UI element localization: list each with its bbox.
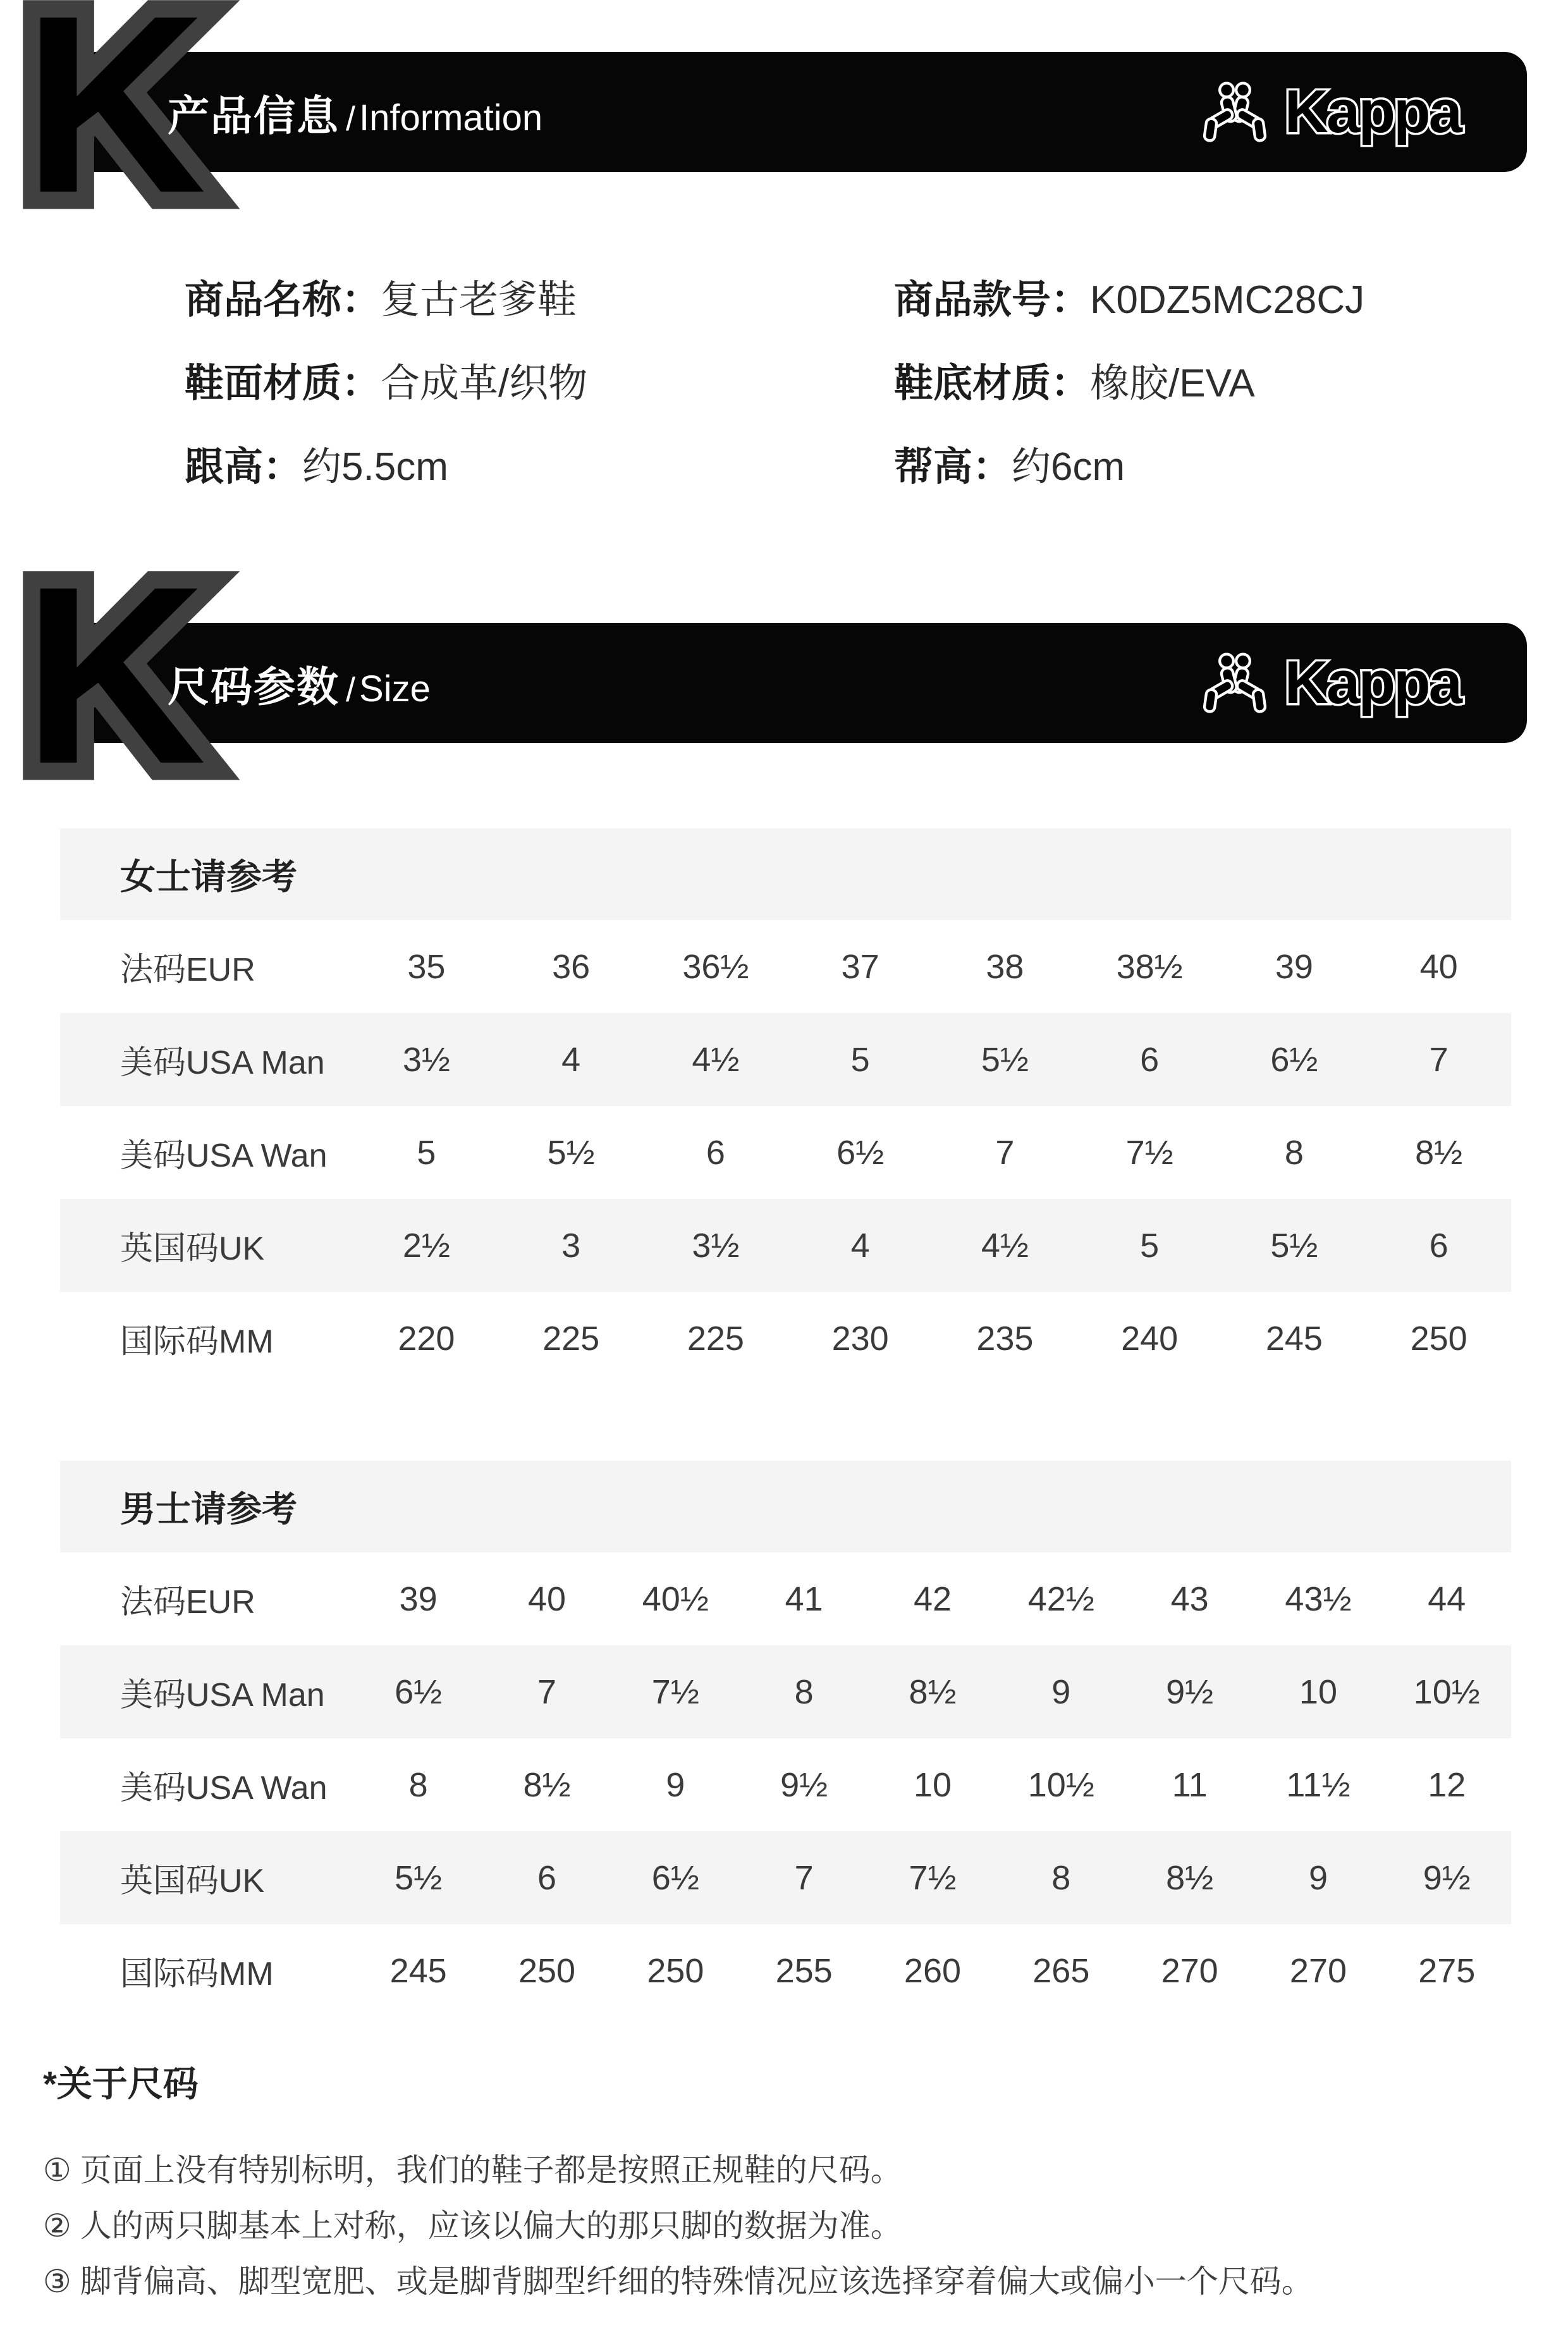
row-values (354, 1951, 1511, 1991)
size-cell: 9 (1308, 1858, 1328, 1897)
size-cell: 250 (1410, 1319, 1467, 1358)
size-cell: 6 (537, 1858, 557, 1897)
kappa-k-badge-icon: K (23, 0, 206, 245)
row-values (354, 1133, 1511, 1172)
size-cell: 5 (1140, 1226, 1160, 1265)
size-cell: 9½ (1166, 1672, 1214, 1711)
size-cell: 7½ (1125, 1133, 1173, 1172)
size-cell: 8½ (523, 1765, 571, 1804)
info-field-value: K0DZ5MC28CJ (1090, 278, 1365, 322)
size-section-title-en: Size (359, 668, 431, 709)
info-field-value: 合成革/织物 (381, 362, 588, 405)
kappa-k-badge-icon: K (23, 534, 206, 816)
table-title: 男士请参考 (120, 1488, 297, 1529)
row-values (354, 1319, 1511, 1358)
info-field-label: 鞋面材质： (185, 362, 381, 405)
size-cell: 275 (1418, 1951, 1476, 1990)
info-field (894, 363, 1449, 405)
size-cell: 11½ (1286, 1765, 1351, 1804)
info-field-label: 商品名称： (185, 278, 381, 322)
size-cell: 8 (408, 1765, 428, 1804)
kappa-logo (1194, 650, 1461, 716)
kappa-omini-icon (1194, 79, 1276, 145)
info-field-label: 帮高： (894, 445, 1012, 489)
row-values (354, 1672, 1511, 1712)
table-row (60, 1106, 1511, 1199)
kappa-logo (1194, 79, 1461, 145)
size-cell: 39 (399, 1580, 438, 1618)
table-row (60, 920, 1511, 1013)
size-cell: 8 (1284, 1133, 1304, 1172)
size-cell: 235 (976, 1319, 1034, 1358)
row-label: 美码USA Wan (120, 1770, 328, 1807)
size-cell: 9 (666, 1765, 685, 1804)
info-field-label: 鞋底材质： (894, 362, 1091, 405)
size-cell: 40½ (642, 1580, 709, 1618)
row-label: 法码EUR (120, 952, 255, 988)
size-cell: 10 (913, 1765, 952, 1804)
notes-title: *关于尺码 (43, 2064, 199, 2104)
size-cell: 8 (1051, 1858, 1071, 1897)
size-cell: 40 (1419, 947, 1458, 986)
table-row (60, 1292, 1511, 1385)
size-cell: 7 (537, 1672, 557, 1711)
size-cell: 240 (1121, 1319, 1179, 1358)
row-label: 国际码MM (120, 1956, 274, 1992)
row-values (354, 1858, 1511, 1898)
size-cell: 8 (794, 1672, 814, 1711)
kappa-omini-icon (1194, 650, 1276, 716)
size-cell: 4½ (981, 1226, 1029, 1265)
info-field (894, 446, 1449, 488)
table-title-band (60, 828, 1511, 920)
size-cell: 12 (1428, 1765, 1466, 1804)
size-cell: 35 (407, 947, 446, 986)
info-field (185, 446, 894, 488)
info-field-value: 约5.5cm (302, 445, 448, 489)
men-size-table (60, 1461, 1511, 2017)
size-cell: 270 (1289, 1951, 1347, 1990)
size-cell: 40 (527, 1580, 567, 1618)
size-cell: 6 (1429, 1226, 1449, 1265)
size-cell: 5½ (547, 1133, 595, 1172)
size-cell: 36½ (682, 947, 749, 986)
table-title: 女士请参考 (120, 856, 297, 897)
info-field-value: 约6cm (1012, 445, 1125, 489)
size-cell: 6½ (1270, 1040, 1318, 1079)
size-section-title-cn: 尺码参数 (168, 663, 340, 710)
size-cell: 5 (850, 1040, 870, 1079)
size-cell: 270 (1161, 1951, 1218, 1990)
size-section-header (23, 534, 1527, 816)
size-cell: 6½ (836, 1133, 885, 1172)
size-cell: 39 (1275, 947, 1313, 986)
row-values (354, 1226, 1511, 1265)
row-values (354, 1580, 1511, 1619)
size-cell: 7 (1429, 1040, 1449, 1079)
size-cell: 42 (913, 1580, 952, 1618)
size-cell: 4 (850, 1226, 870, 1265)
size-cell: 4½ (692, 1040, 740, 1079)
info-field (894, 279, 1449, 321)
size-cell: 3½ (402, 1040, 450, 1079)
row-label: 法码EUR (120, 1584, 255, 1621)
row-label: 英国码UK (120, 1230, 265, 1267)
size-cell: 220 (398, 1319, 455, 1358)
row-label: 国际码MM (120, 1323, 274, 1360)
info-section-title (168, 82, 542, 142)
size-cell: 3½ (692, 1226, 740, 1265)
size-cell: 3 (561, 1226, 581, 1265)
size-cell: 250 (518, 1951, 576, 1990)
size-cell: 8½ (909, 1672, 957, 1711)
size-cell: 5½ (395, 1858, 443, 1897)
size-cell: 260 (903, 1951, 962, 1990)
size-cell: 7 (794, 1858, 814, 1897)
table-row (60, 1199, 1511, 1292)
note-item: ③ 脚背偏高、脚型宽肥、或是脚背脚型纤细的特殊情况应该选择穿着偏大或偏小一个尺码。 (43, 2264, 1313, 2299)
table-title-band (60, 1461, 1511, 1552)
note-item: ① 页面上没有特别标明，我们的鞋子都是按照正规鞋的尺码。 (43, 2152, 902, 2188)
size-cell: 250 (647, 1951, 704, 1990)
info-field-label: 商品款号： (894, 278, 1091, 322)
size-cell: 9½ (780, 1765, 828, 1804)
size-cell: 7 (995, 1133, 1015, 1172)
size-cell: 11 (1172, 1765, 1208, 1804)
size-cell: 6½ (395, 1672, 443, 1711)
info-section-title-cn: 产品信息 (168, 92, 340, 139)
size-cell: 10 (1299, 1672, 1337, 1711)
size-cell: 225 (542, 1319, 600, 1358)
table-row (60, 1831, 1511, 1924)
size-cell: 44 (1428, 1580, 1466, 1618)
title-divider: / (346, 99, 356, 138)
size-cell: 37 (841, 947, 879, 986)
kappa-wordmark: Kappa (1284, 78, 1461, 145)
size-cell: 41 (785, 1580, 823, 1618)
info-section-header (23, 0, 1527, 245)
size-section-title (168, 653, 431, 713)
size-cell: 5½ (1270, 1226, 1318, 1265)
row-label: 美码USA Man (120, 1677, 325, 1714)
size-cell: 2½ (402, 1226, 450, 1265)
info-field (185, 279, 894, 321)
table-row (60, 1924, 1511, 2017)
info-field (185, 363, 894, 405)
size-cell: 43 (1170, 1580, 1209, 1618)
info-field-value: 橡胶/EVA (1090, 362, 1255, 405)
table-row (60, 1738, 1511, 1831)
notes-list (43, 2142, 1529, 2309)
size-cell: 6 (1140, 1040, 1160, 1079)
women-size-table (60, 828, 1511, 1385)
size-tables (60, 828, 1511, 2017)
row-values (354, 1765, 1511, 1805)
note-item: ② 人的两只脚基本上对称，应该以偏大的那只脚的数据为准。 (43, 2208, 902, 2243)
size-cell: 8½ (1415, 1133, 1463, 1172)
product-info-fields (185, 279, 1449, 488)
row-label: 美码USA Man (120, 1045, 325, 1081)
table-row (60, 1552, 1511, 1645)
size-cell: 8½ (1166, 1858, 1214, 1897)
row-values (354, 1040, 1511, 1079)
info-field-value: 复古老爹鞋 (381, 278, 577, 322)
size-cell: 6 (706, 1133, 725, 1172)
size-cell: 9 (1051, 1672, 1071, 1711)
size-cell: 36 (552, 947, 591, 986)
info-section-title-en: Information (359, 97, 543, 138)
table-row (60, 1645, 1511, 1738)
row-values (354, 947, 1511, 986)
size-cell: 38½ (1116, 947, 1183, 986)
size-cell: 10½ (1413, 1672, 1480, 1711)
size-cell: 245 (1265, 1319, 1323, 1358)
size-cell: 10½ (1027, 1765, 1094, 1804)
info-field-label: 跟高： (185, 445, 303, 489)
size-cell: 5 (417, 1133, 436, 1172)
size-cell: 43½ (1285, 1580, 1352, 1618)
size-cell: 5½ (981, 1040, 1029, 1079)
size-cell: 38 (986, 947, 1024, 986)
size-cell: 225 (687, 1319, 744, 1358)
size-cell: 245 (389, 1951, 447, 1990)
row-label: 美码USA Wan (120, 1138, 328, 1174)
size-cell: 9½ (1423, 1858, 1471, 1897)
size-cell: 7½ (651, 1672, 699, 1711)
size-cell: 255 (775, 1951, 833, 1990)
size-notes (43, 2056, 1529, 2309)
size-cell: 7½ (909, 1858, 957, 1897)
row-label: 英国码UK (120, 1863, 265, 1899)
size-cell: 6½ (651, 1858, 699, 1897)
kappa-wordmark: Kappa (1284, 649, 1461, 716)
size-cell: 230 (831, 1319, 889, 1358)
size-cell: 42½ (1027, 1580, 1094, 1618)
title-divider: / (346, 670, 356, 709)
size-cell: 4 (561, 1040, 581, 1079)
size-cell: 265 (1032, 1951, 1090, 1990)
table-row (60, 1013, 1511, 1106)
